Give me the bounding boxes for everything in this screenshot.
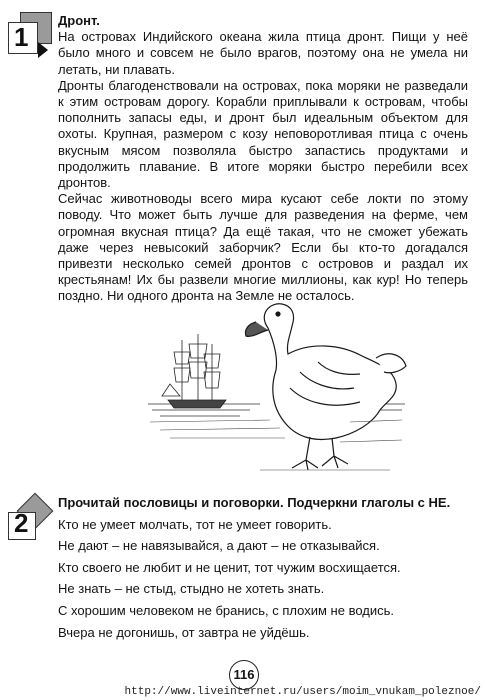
ground-lines <box>150 420 402 470</box>
exercise-1-text <box>58 13 468 305</box>
exercise-1-paragraph: Сейчас животноводы всего мира кусают себе локти по этому поводу. Что может быть лучше для разведения на ферме, чем огромная вкусная птица? Да ещё такая, что не сможет убежать даже через невысокий заборчик? Если бы кто-то догадался привезти несколько семей дронтов с островов и раздал их крестьянам! Их бы развели многие миллионы, как кур! Но теперь поздно. Ни одного дронта на Земле не осталось. <box>58 191 468 304</box>
footer-url[interactable]: http://www.liveinternet.ru/users/moim_vnukam_poleznoe/ <box>124 686 481 698</box>
exercise-1-paragraph: Дронты благоденствовали на островах, пока моряки не разведали к этим островам дорогу. Корабли приплывали к островам, чтобы пополнить запасы еды, и дронт был идеальным объектом для охоты. Крупная, размером с козу неповоротливая птица с очень вкусным мясом позволяла быстро запастись продуктами и продолжить плавание. В итоге моряки быстро перебили всех дронтов. <box>58 77 468 191</box>
page-number: 116 <box>229 660 259 690</box>
proverb-line: Кто своего не любит и не ценит, тот чужим восхищается. <box>58 559 401 575</box>
arrow-icon <box>38 42 48 58</box>
exercise-2-badge <box>8 498 54 544</box>
proverb-line: Не знать – не стыд, стыдно не хотеть знать. <box>58 581 325 597</box>
dodo-bird-icon <box>245 304 406 470</box>
proverb-line: С хорошим человеком не бранись, с плохим не водись. <box>58 602 395 618</box>
exercise-1-title: Дронт. <box>58 13 100 28</box>
proverb-line: Кто не умеет молчать, тот не умеет говорить. <box>58 516 332 532</box>
exercise-2-title: Прочитай пословицы и поговорки. Подчеркни глаголы с НЕ. <box>58 495 451 510</box>
exercise-2-text <box>58 492 468 643</box>
exercise-1-number: 1 <box>14 22 29 52</box>
exercise-1-paragraph: На островах Индийского океана жила птица дронт. Пищи у неё было много и совсем не было врагов, поэтому она не умела ни летать, ни плавать. <box>58 29 468 77</box>
proverb-line: Вчера не догонишь, от завтра не уйдёшь. <box>58 624 310 640</box>
dodo-illustration <box>140 292 410 477</box>
exercise-2-number: 2 <box>14 508 29 538</box>
proverb-line: Не дают – не навязывайся, а дают – не отказывайся. <box>58 538 380 554</box>
exercise-1-badge <box>8 12 54 58</box>
sailing-ship-icon <box>162 334 226 408</box>
